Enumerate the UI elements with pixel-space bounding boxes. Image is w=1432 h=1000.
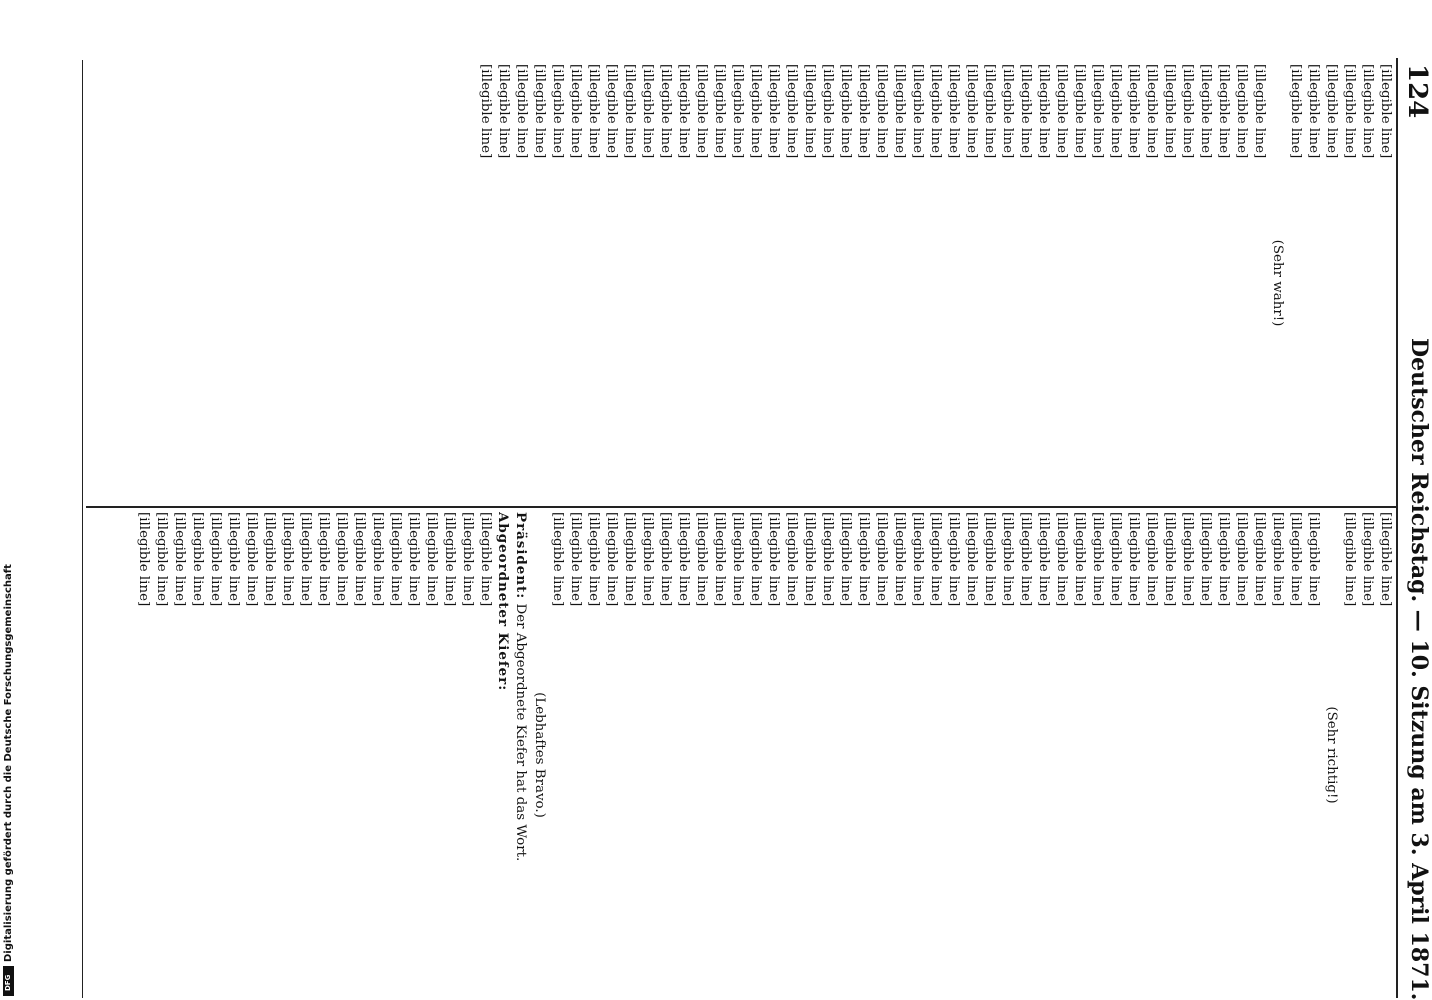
- text-line: [illegible line]: [640, 64, 655, 159]
- text-line: [illegible line]: [1144, 64, 1159, 159]
- text-line: [illegible line]: [1306, 512, 1321, 607]
- text-line: [illegible line]: [298, 512, 313, 607]
- dfg-logo-text: DFG: [4, 974, 12, 991]
- text-line: [illegible line]: [766, 64, 781, 159]
- interjection: (Lebhaftes Bravo.): [532, 692, 547, 818]
- text-line: [illegible line]: [982, 64, 997, 159]
- text-line: [illegible line]: [802, 512, 817, 607]
- text-line: [illegible line]: [982, 512, 997, 607]
- text-line: [illegible line]: [1036, 64, 1051, 159]
- text-line: [illegible line]: [532, 64, 547, 159]
- speaker-text: Der Abgeordnete Kiefer hat das Wort.: [513, 603, 528, 862]
- text-line: [illegible line]: [1378, 512, 1393, 607]
- text-line: [illegible line]: [622, 64, 637, 159]
- text-line: [illegible line]: [946, 512, 961, 607]
- interjection: (Sehr richtig!): [1324, 706, 1339, 804]
- text-line: [illegible line]: [190, 512, 205, 607]
- text-line: [illegible line]: [874, 512, 889, 607]
- text-line: [illegible line]: [820, 64, 835, 159]
- text-line: [illegible line]: [856, 64, 871, 159]
- text-line: [illegible line]: [1018, 64, 1033, 159]
- column-divider: [86, 506, 1396, 508]
- text-line: [illegible line]: [568, 64, 583, 159]
- text-line: [illegible line]: [658, 512, 673, 607]
- header-rule: [1396, 58, 1398, 998]
- text-line: [illegible line]: [694, 512, 709, 607]
- text-line: [illegible line]: [1252, 64, 1267, 159]
- text-line: [illegible line]: [172, 512, 187, 607]
- text-line: [illegible line]: [748, 512, 763, 607]
- text-line: [illegible line]: [1270, 512, 1285, 607]
- text-line: [illegible line]: [1000, 64, 1015, 159]
- text-line: [illegible line]: [154, 512, 169, 607]
- text-line: [illegible line]: [1324, 64, 1339, 159]
- text-line: [illegible line]: [334, 512, 349, 607]
- text-line: [illegible line]: [208, 512, 223, 607]
- text-line: [illegible line]: [1180, 512, 1195, 607]
- text-line: [illegible line]: [136, 512, 151, 607]
- text-line: [illegible line]: [892, 64, 907, 159]
- column-left: [86, 64, 1394, 502]
- dfg-logo: [3, 966, 14, 996]
- text-line: [illegible line]: [946, 64, 961, 159]
- text-line: [illegible line]: [1342, 64, 1357, 159]
- text-line: [illegible line]: [460, 512, 475, 607]
- text-line: [illegible line]: [1306, 64, 1321, 159]
- text-line: [illegible line]: [280, 512, 295, 607]
- text-line: [illegible line]: [1072, 64, 1087, 159]
- text-line: [illegible line]: [442, 512, 457, 607]
- text-line: [illegible line]: [1144, 512, 1159, 607]
- text-line: [illegible line]: [262, 512, 277, 607]
- text-line: [illegible line]: [586, 64, 601, 159]
- page-number: 124: [1402, 64, 1432, 119]
- president-line: [512, 512, 530, 998]
- text-line: [illegible line]: [802, 64, 817, 159]
- text-line: [illegible line]: [820, 512, 835, 607]
- text-line: [illegible line]: [568, 512, 583, 607]
- column-left-text: [476, 64, 1394, 502]
- text-line: [illegible line]: [316, 512, 331, 607]
- digitization-note: Digitalisierung gefördert durch die Deutsche Forschungsgemeinschaft: [3, 564, 14, 962]
- text-line: [illegible line]: [1090, 64, 1105, 159]
- text-line: [illegible line]: [1288, 512, 1303, 607]
- text-line: [illegible line]: [1360, 64, 1375, 159]
- text-line: [illegible line]: [748, 64, 763, 159]
- column-right: [86, 512, 1394, 998]
- text-line: [illegible line]: [640, 512, 655, 607]
- text-line: [illegible line]: [892, 512, 907, 607]
- text-line: [illegible line]: [856, 512, 871, 607]
- text-line: [illegible line]: [622, 512, 637, 607]
- text-line: [illegible line]: [1090, 512, 1105, 607]
- text-line: [illegible line]: [496, 64, 511, 159]
- text-line: [illegible line]: [730, 512, 745, 607]
- text-line: [illegible line]: [910, 64, 925, 159]
- text-line: [illegible line]: [1018, 512, 1033, 607]
- text-line: [illegible line]: [766, 512, 781, 607]
- text-line: [illegible line]: [1126, 64, 1141, 159]
- text-line: [illegible line]: [1162, 512, 1177, 607]
- text-line: [illegible line]: [1288, 64, 1303, 159]
- text-line: [illegible line]: [1054, 64, 1069, 159]
- text-line: [illegible line]: [478, 512, 493, 607]
- text-line: [illegible line]: [784, 64, 799, 159]
- text-line: [illegible line]: [388, 512, 403, 607]
- text-line: [illegible line]: [550, 64, 565, 159]
- text-line: [illegible line]: [784, 512, 799, 607]
- text-line: [illegible line]: [550, 512, 565, 607]
- text-line: [illegible line]: [1252, 512, 1267, 607]
- text-line: [illegible line]: [928, 512, 943, 607]
- text-line: [illegible line]: [586, 512, 601, 607]
- text-line: [illegible line]: [1360, 512, 1375, 607]
- text-line: [illegible line]: [604, 512, 619, 607]
- text-line: [illegible line]: [478, 64, 493, 159]
- text-line: [illegible line]: [658, 64, 673, 159]
- text-line: [illegible line]: [352, 512, 367, 607]
- text-line: [illegible line]: [406, 512, 421, 607]
- running-head: Deutscher Reichstag. — 10. Sitzung am 3. April 1871.: [1406, 338, 1432, 1000]
- text-line: [illegible line]: [964, 512, 979, 607]
- text-line: [illegible line]: [424, 512, 439, 607]
- speaker-label: Präsident:: [513, 512, 529, 600]
- text-line: [illegible line]: [1234, 64, 1249, 159]
- text-line: [illegible line]: [1000, 512, 1015, 607]
- text-line: [illegible line]: [676, 64, 691, 159]
- text-line: [illegible line]: [928, 64, 943, 159]
- text-line: [illegible line]: [1162, 64, 1177, 159]
- text-line: [illegible line]: [1198, 512, 1213, 607]
- text-line: [illegible line]: [226, 512, 241, 607]
- text-line: [illegible line]: [1234, 512, 1249, 607]
- text-line: [illegible line]: [1198, 64, 1213, 159]
- column-right-text: [134, 512, 1394, 998]
- text-line: [illegible line]: [712, 64, 727, 159]
- text-line: [illegible line]: [838, 512, 853, 607]
- text-line: [illegible line]: [964, 64, 979, 159]
- text-line: [illegible line]: [874, 64, 889, 159]
- text-line: [illegible line]: [1342, 512, 1357, 607]
- text-line: [illegible line]: [1108, 64, 1123, 159]
- text-line: [illegible line]: [1036, 512, 1051, 607]
- text-line: [illegible line]: [1126, 512, 1141, 607]
- text-line: [illegible line]: [694, 64, 709, 159]
- text-line: [illegible line]: [1072, 512, 1087, 607]
- bottom-rule: [82, 60, 83, 998]
- text-line: [illegible line]: [1216, 64, 1231, 159]
- speaker-label-2: Abgeordneter Kiefer:: [495, 512, 511, 692]
- text-line: [illegible line]: [838, 64, 853, 159]
- text-line: [illegible line]: [712, 512, 727, 607]
- text-line: [illegible line]: [1108, 512, 1123, 607]
- text-line: [illegible line]: [910, 512, 925, 607]
- text-line: [illegible line]: [514, 64, 529, 159]
- text-line: [illegible line]: [730, 64, 745, 159]
- text-line: [illegible line]: [244, 512, 259, 607]
- text-line: [illegible line]: [1054, 512, 1069, 607]
- text-line: [illegible line]: [1378, 64, 1393, 159]
- text-line: [illegible line]: [676, 512, 691, 607]
- text-line: [illegible line]: [604, 64, 619, 159]
- text-line: [illegible line]: [1180, 64, 1195, 159]
- text-line: [illegible line]: [1216, 512, 1231, 607]
- text-line: [illegible line]: [370, 512, 385, 607]
- interjection: (Sehr wahr!): [1270, 239, 1285, 327]
